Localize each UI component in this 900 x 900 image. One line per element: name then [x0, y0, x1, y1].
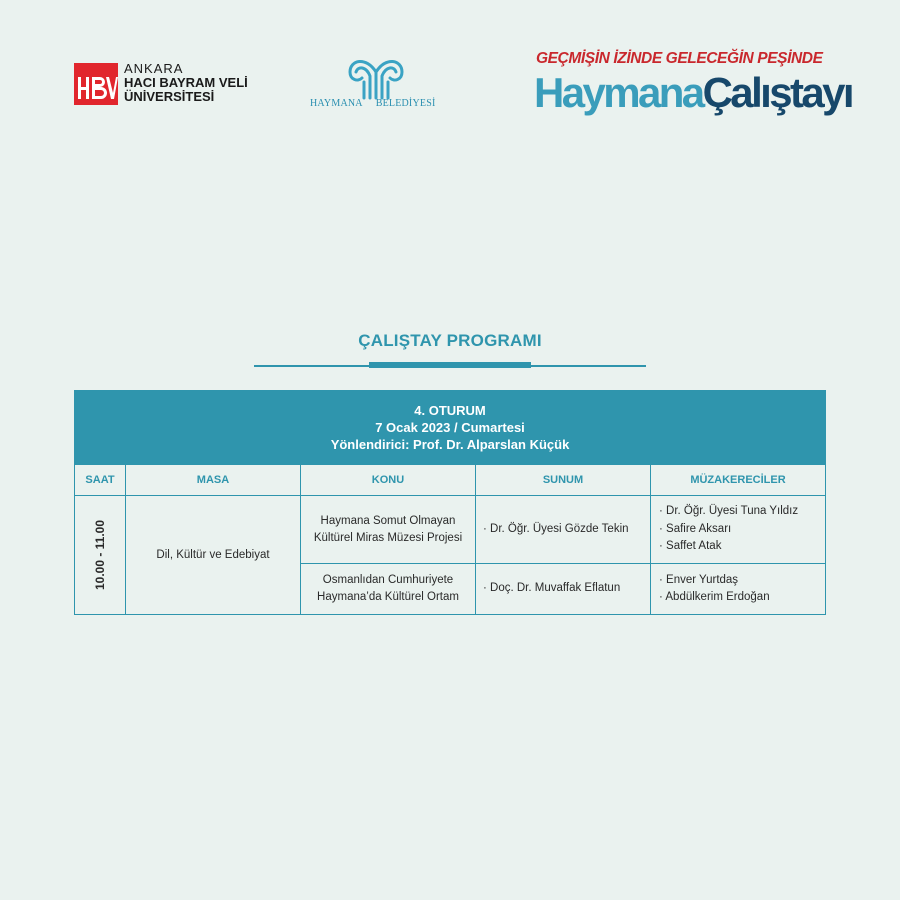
calistay-name-part2: Çalıştayı — [702, 69, 852, 116]
hbv-mark-icon — [74, 63, 118, 105]
hbv-line1: ANKARA — [124, 61, 184, 76]
konu-line2: Haymana’da Kültürel Ortam — [317, 591, 459, 603]
konu-line1: Osmanlıdan Cumhuriyete — [322, 574, 454, 586]
sunum-presenter: · Dr. Öğr. Üyesi Gözde Tekin — [483, 521, 629, 539]
masa-value: Dil, Kültür ve Edebiyat — [156, 548, 270, 561]
haymana-calistayi-logo — [534, 50, 852, 122]
calistay-name-part1: Haymana — [534, 69, 703, 116]
column-header-saat: SAAT — [85, 474, 115, 486]
time-cell — [75, 496, 125, 614]
belediye-wordmark — [310, 98, 440, 109]
table-row-2-konu — [301, 564, 475, 614]
program-table — [74, 390, 826, 615]
discussant: · Safire Aksarı — [659, 521, 798, 539]
page-title: ÇALIŞTAY PROGRAMI — [358, 331, 542, 350]
session-moderator: Yönlendirici: Prof. Dr. Alparslan Küçük — [330, 437, 570, 452]
table-row-1-muzakereciler — [659, 496, 825, 563]
session-banner — [75, 391, 825, 465]
hbv-line2: HACI BAYRAM VELİ — [124, 75, 248, 90]
belediye-text-right: BELEDİYESİ — [375, 98, 436, 109]
time-range: 10.00 - 11.00 — [93, 519, 107, 591]
table-row-1-sunum — [483, 496, 650, 563]
discussant: · Abdülkerim Erdoğan — [659, 589, 770, 607]
konu-line1: Haymana Somut Olmayan — [320, 514, 456, 527]
discussant: · Enver Yurtdaş — [659, 572, 770, 590]
column-header-sunum: SUNUM — [542, 474, 584, 486]
discussant: · Saffet Atak — [659, 538, 798, 556]
hbv-wordmark — [124, 62, 248, 104]
discussant: · Dr. Öğr. Üyesi Tuna Yıldız — [659, 503, 798, 521]
hbv-university-logo — [74, 63, 274, 107]
calistay-slogan: GEÇMİŞİN İZİNDE GELECEĞİN PEŞİNDE — [536, 50, 823, 67]
session-date: 7 Ocak 2023 / Cumartesi — [375, 420, 525, 435]
sunum-presenter: · Doç. Dr. Muvaffak Eflatun — [483, 580, 620, 598]
column-header-muzakereciler: MÜZAKERECİLER — [690, 474, 786, 486]
session-name: 4. OTURUM — [414, 403, 486, 418]
belediye-text-left: HAYMANA — [310, 98, 363, 109]
column-header-masa: MASA — [196, 474, 230, 486]
hbv-line3: ÜNİVERSİTESİ — [124, 89, 215, 104]
konu-line2: Kültürel Miras Müzesi Projesi — [313, 531, 463, 544]
fountain-icon — [344, 54, 408, 100]
haymana-belediyesi-logo — [308, 54, 438, 114]
title-underline-accent — [369, 362, 531, 368]
table-row-2-muzakereciler — [659, 564, 825, 614]
masa-cell — [126, 496, 300, 614]
column-header-konu: KONU — [371, 474, 405, 486]
table-row-1-konu — [301, 496, 475, 563]
calistay-name — [534, 69, 852, 117]
table-row-2-sunum — [483, 564, 650, 614]
